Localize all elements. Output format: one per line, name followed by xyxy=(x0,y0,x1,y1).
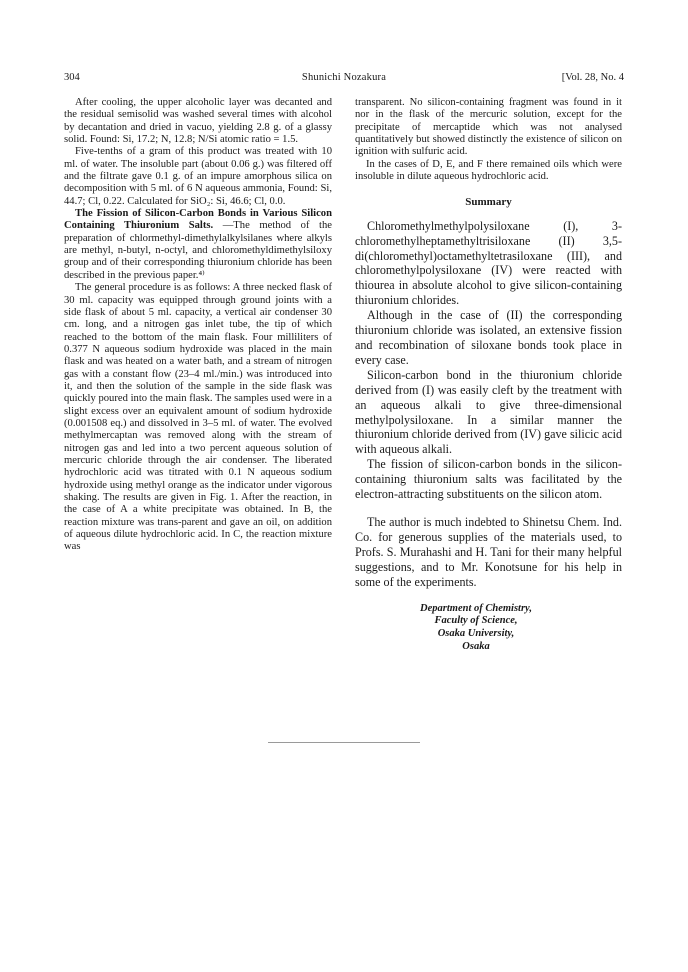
right-column xyxy=(355,97,622,654)
left-column xyxy=(64,97,332,554)
affiliation xyxy=(355,603,622,654)
summary-section xyxy=(355,219,622,502)
affiliation-line: Faculty of Science, xyxy=(434,615,518,627)
acknowledgment: The author is much indebted to Shinetsu Chem. Ind. Co. for generous supplies of the materials used, to Profs. S. Murahashi and H. Tani for their many helpful suggestions, and to Mr. Konotsune for his help in some of the experiments. xyxy=(355,514,622,589)
end-rule xyxy=(268,742,420,743)
paragraph: In the cases of D, E, and F there remained oils which were insoluble in dilute aqueous hydrochloric acid. xyxy=(355,158,622,183)
affiliation-line: Department of Chemistry, xyxy=(420,602,532,614)
affiliation-line: Osaka xyxy=(462,640,490,652)
paragraph: transparent. No silicon-containing fragment was found in it nor in the flask of the mercuric solution, except for the precipitate of mercaptide which was not analysed quantitatively but showed distinctly the existence of silicon on ignition with sulfuric acid. xyxy=(355,97,622,158)
summary-heading: Summary xyxy=(465,196,512,209)
summary-paragraph: Silicon-carbon bond in the thiuronium chloride derived from (I) was easily cleft by the treatment with an aqueous alkali to give three-dimensional methylpolysiloxane. In a similar manner the thiuronium chloride derived from (IV) gave silicic acid with aqueous alkali. xyxy=(355,367,622,457)
summary-paragraph: Although in the case of (II) the corresponding thiuronium chloride was isolated, an extensive fission and recombination of siloxane bonds took place in every case. xyxy=(355,308,622,367)
paragraph: After cooling, the upper alcoholic layer was decanted and the residual semisolid was washed several times with alcohol by decantation and dried in vacuo, yielding 2.8 g. of a glassy solid. Found: Si, 17.2; N, 12.8; N/Si atomic ratio = 1.5. xyxy=(64,97,332,146)
paragraph: Five-tenths of a gram of this product was treated with 10 ml. of water. The insoluble part (about 0.06 g.) was filtered off and the filtrate gave 0.1 g. of an impure amorphous silica on decomposition with 5 ml. of 6 N aqueous ammonia, Found: Si, 44.7; Cl, 0.22. Calculated for SiO₂: Si, 46.6; Cl, 0.0. xyxy=(64,146,332,207)
summary-paragraph: Chloromethylmethylpolysiloxane (I), 3-chloromethylheptamethyltrisiloxane (II) 3,5-di(chloromethyl)octamethyltetrasiloxane (III), and chloromethylpolysiloxane (IV) were reacted with thiourea in absolute alcohol to give silicon-containing thiuronium chlorides. xyxy=(355,218,622,308)
running-header xyxy=(64,72,624,86)
section-paragraph xyxy=(64,208,332,282)
paragraph-text: —The method of the preparation of chlormethyl-dimethylalkylsilanes where alkyls are methyl, n-butyl, n-octyl, and chloromethyldimethylsiloxy group and of their corresponding thiuronium chloride has been described in the previous paper.⁴⁾ xyxy=(64,220,332,281)
section-heading: The Fission of Silicon-Carbon Bonds in Various Silicon Containing Thiuronium Salts. xyxy=(64,208,332,232)
summary-paragraph: The fission of silicon-carbon bonds in the silicon-containing thiuronium salts was facilitated by the electron-attracting substituents on the silicon atom. xyxy=(355,457,622,502)
page-number: 304 xyxy=(64,72,80,83)
affiliation-line: Osaka University, xyxy=(437,628,515,640)
paragraph: The general procedure is as follows: A three necked flask of 30 ml. capacity was equipped through ground joints with a side flask of about 5 ml. capacity, a vertical air condenser 30 cm. long, and a nitrogen gas inlet tube, the tip of which reached to the bottom of the main flask. Four milliliters of 0.377 N aqueous sodium hydroxide was placed in the main flask and was heated on a water bath, and a stream of nitrogen gas with a constant flow (23–4 ml./min.) was introduced into it, and then the solution of the sample in the side flask was quickly poured into the main flask. The samples used were in a slight excess over an equivalent amount of sodium hydroxide (0.001508 eq.) and dissolved in 3–5 ml. of water. The evolved methylmercaptan was removed along with the stream of nitrogen gas and led into a two percent aqueous solution of mercuric chloride through the air condenser. The liberated hydrochloric acid was titrated with 0.1 N aqueous sodium hydroxide using methyl orange as the indicator under vigorous shaking. The results are given in Fig. 1. After the reaction, in the case of A a white precipitate was obtained. In B, the reaction mixture was trans-parent and gave an oil, on addition of aqueous dilute hydrochloric acid. In C, the reaction mixture was xyxy=(64,282,332,553)
header-volume: [Vol. 28, No. 4 xyxy=(561,72,624,83)
header-author: Shunichi Nozakura xyxy=(301,72,387,83)
